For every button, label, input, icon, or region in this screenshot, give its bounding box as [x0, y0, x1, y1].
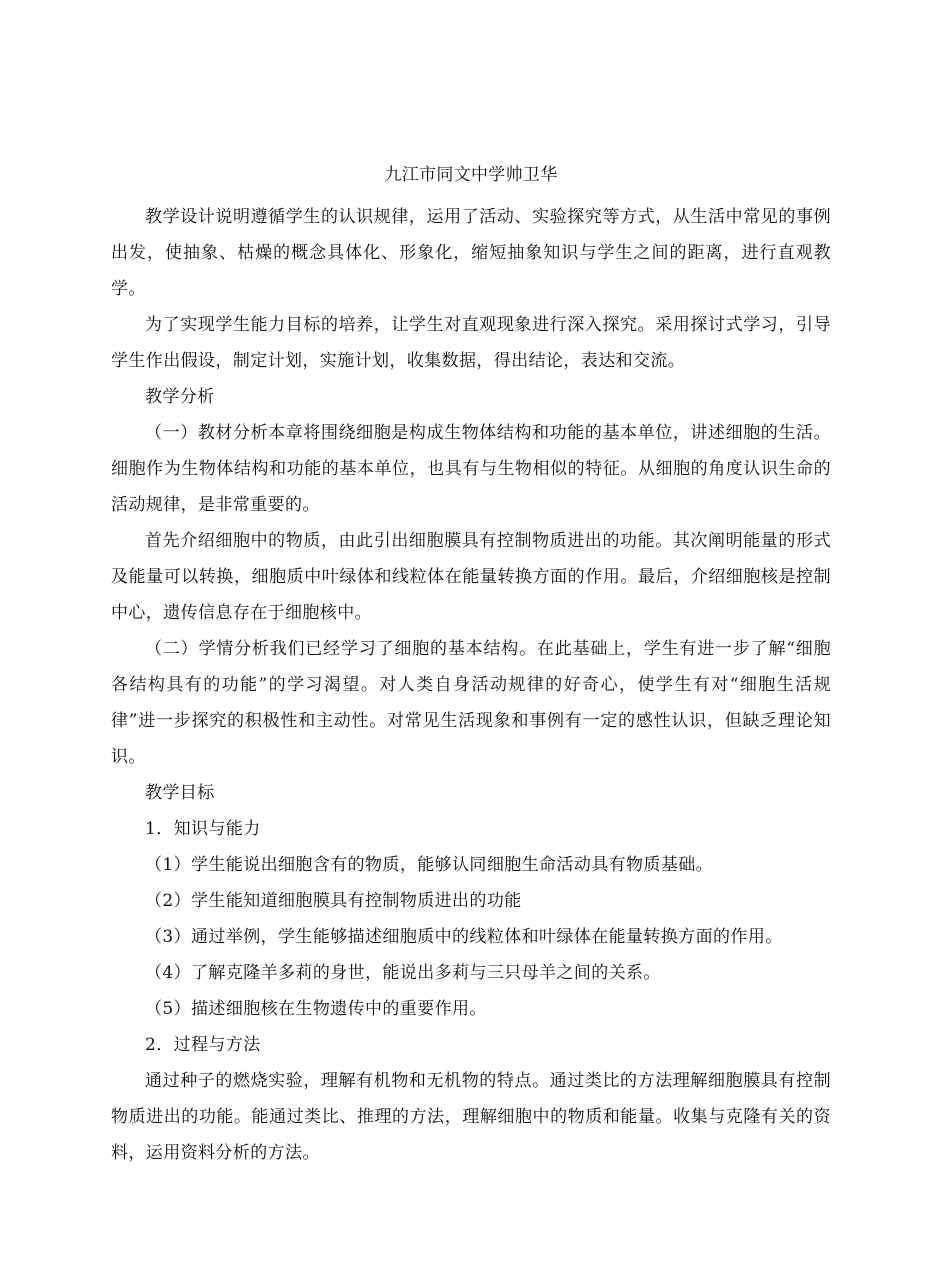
heading-teaching-analysis: 教学分析 — [145, 387, 215, 407]
document-title: 九江市同文中学帅卫华 — [384, 165, 558, 185]
heading-teaching-goals: 教学目标 — [145, 783, 215, 803]
goal-item-4: （4）了解克隆羊多莉的身世，能说出多莉与三只母羊之间的关系。 — [145, 963, 661, 983]
paragraph-design-explanation: 教学设计说明遵循学生的认识规律，运用了活动、实验探究等方式，从生活中常见的事例出发，使抽象、枯燥的概念具体化、形象化，缩短抽象知识与学生之间的距离，进行直观教学。 — [111, 207, 831, 299]
paragraph-content-overview: 首先介绍细胞中的物质，由此引出细胞膜具有控制物质进出的功能。其次阐明能量的形式及能量可以转换，细胞质中叶绿体和线粒体在能量转换方面的作用。最后，介绍细胞核是控制中心，遗传信息存在于细胞核中。 — [111, 531, 831, 623]
goal-item-1: （1）学生能说出细胞含有的物质，能够认同细胞生命活动具有物质基础。 — [145, 855, 714, 875]
goal-item-5: （5）描述细胞核在生物遗传中的重要作用。 — [145, 999, 487, 1019]
paragraph-ability-goal: 为了实现学生能力目标的培养，让学生对直观现象进行深入探究。采用探讨式学习，引导学生作出假设，制定计划，实施计划，收集数据，得出结论，表达和交流。 — [111, 315, 831, 371]
paragraph-process-method: 通过种子的燃烧实验，理解有机物和无机物的特点。通过类比的方法理解细胞膜具有控制物质进出的功能。能通过类比、推理的方法，理解细胞中的物质和能量。收集与克隆有关的资料，运用资料分析的方法。 — [111, 1071, 831, 1163]
goal-item-3: （3）通过举例，学生能够描述细胞质中的线粒体和叶绿体在能量转换方面的作用。 — [145, 927, 783, 947]
paragraph-student-analysis: （二）学情分析我们已经学习了细胞的基本结构。在此基础上，学生有进一步了解“细胞各结构具有的功能”的学习渴望。对人类自身活动规律的好奇心，使学生有对“细胞生活规律”进一步探究的积极性和主动性。对常见生活现象和事例有一定的感性认识，但缺乏理论知识。 — [111, 639, 831, 767]
heading-process-method: 2．过程与方法 — [145, 1035, 261, 1055]
document-page — [111, 163, 831, 1171]
paragraph-textbook-analysis: （一）教材分析本章将围绕细胞是构成生物体结构和功能的基本单位，讲述细胞的生活。细胞作为生物体结构和功能的基本单位，也具有与生物相似的特征。从细胞的角度认识生命的活动规律，是非常重要的。 — [111, 423, 831, 515]
heading-knowledge-ability: 1．知识与能力 — [145, 819, 261, 839]
goal-item-2: （2）学生能知道细胞膜具有控制物质进出的功能 — [145, 891, 522, 911]
